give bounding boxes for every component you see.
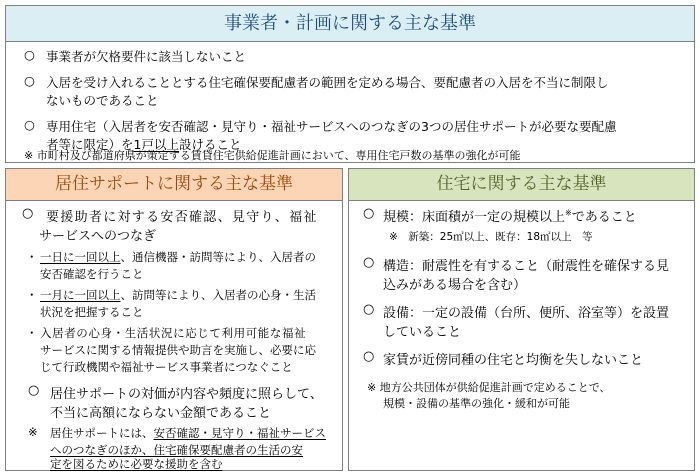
text-segment: 者等に限定）を (46, 137, 134, 152)
criteria-text: 専用住宅（入居者を安否確認・見守り・福祉サービスへのつなぎの3つの居住サポートが必要な要配慮 (46, 119, 617, 134)
note-text: ※ 市町村及び都道府県が策定する賃貸住宅供給促進計画において、専用住宅戸数の基準の強化が可能 (24, 149, 521, 162)
underlined-text: 一日に一回以上 (40, 250, 121, 264)
circle-marker: ○ (22, 206, 34, 221)
text-segment: であること (571, 210, 637, 225)
bullet-text: じて行政機関や福祉サービス事業者につなぐこと (40, 360, 293, 374)
criteria-text: していること (383, 325, 462, 340)
note-marker: ※ (28, 425, 38, 439)
panel-title: 居住サポートに関する主な基準 (6, 169, 342, 201)
residence-support-criteria-panel (5, 168, 343, 471)
text-segment: 設けること (178, 137, 242, 152)
underlined-text: 一月に一回以上 (40, 288, 121, 302)
circle-marker: ○ (24, 73, 35, 88)
circle-marker: ○ (24, 117, 35, 132)
circle-marker: ○ (363, 255, 375, 270)
circle-marker: ○ (363, 206, 375, 221)
circle-marker: ○ (363, 349, 375, 364)
text-segment: 、訪問等により、入居者の心身・生活 (120, 288, 316, 302)
text-segment: 、通信機器・訪問等により、入居者の (120, 250, 316, 264)
text-segment: 規模：床面積が一定の規模以上 (383, 210, 566, 225)
bullet-text (40, 287, 316, 303)
circle-marker: ○ (363, 302, 375, 317)
circle-marker: ○ (28, 383, 40, 398)
bullet-marker: ・ (26, 288, 38, 302)
business-plan-criteria-panel (5, 5, 695, 163)
note-text (50, 425, 326, 441)
housing-criteria-panel (348, 168, 695, 471)
footnote-mark: ※ (565, 208, 572, 218)
underlined-text: へのつなぎのほか、住宅確保要配慮者の生活の安 (50, 443, 303, 457)
bullet-text: 状況を把握すること (40, 305, 144, 319)
criteria-text: 要援助者に対する安否確認、見守り、福祉 (46, 210, 318, 225)
criteria-text: 居住サポートの対価が内容や頻度に照らして、 (50, 387, 323, 402)
panel-title: 事業者・計画に関する主な基準 (6, 6, 694, 42)
bullet-marker: ・ (26, 326, 38, 340)
sub-note: ※ 新築：25㎡以上、既存：18㎡以上 等 (389, 231, 593, 243)
criteria-text (383, 206, 637, 225)
bullet-text: 入居者の心身・生活状況に応じて利用可能な福祉 (40, 326, 307, 340)
note-text: 規模・設備の基準の強化・緩和が可能 (383, 397, 570, 410)
criteria-text: 設備：一定の設備（台所、便所、浴室等）を設置 (383, 306, 670, 321)
criteria-text: 入居を受け入れることとする住宅確保要配慮者の範囲を定める場合、要配慮者の入居を不当に制限し (46, 75, 609, 90)
panel-title: 住宅に関する主な基準 (349, 169, 694, 201)
criteria-text: 事業者が欠格要件に該当しないこと (46, 49, 247, 64)
bullet-marker: ・ (26, 250, 38, 264)
bullet-text: 安否確認を行うこと (40, 267, 144, 281)
underlined-text: 定を図るために必要な援助を含む (50, 457, 223, 471)
criteria-text: 不当に高額にならない金額であること (50, 406, 272, 421)
circle-marker: ○ (24, 47, 35, 62)
criteria-text: サービスへのつなぎ (39, 229, 157, 244)
criteria-text: 構造：耐震性を有すること（耐震性を確保する見 (383, 259, 670, 274)
note-text: ※ 地方公共団体が供給促進計画で定めることで、 (367, 381, 611, 394)
criteria-text: 家賃が近傍同種の住宅と均衡を失しないこと (383, 353, 644, 368)
criteria-text: ないものであること (46, 93, 159, 108)
text-segment: 居住サポートには、 (50, 426, 154, 440)
bullet-text: サービスに関する情報提供や助言を実施し、必要に応 (40, 343, 316, 357)
bullet-text (40, 249, 316, 265)
underlined-text: 1戸以上 (133, 137, 179, 152)
criteria-text: 込みがある場合を含む） (383, 278, 527, 293)
underlined-text: 安否確認・見守り・福祉サービス (153, 426, 326, 440)
